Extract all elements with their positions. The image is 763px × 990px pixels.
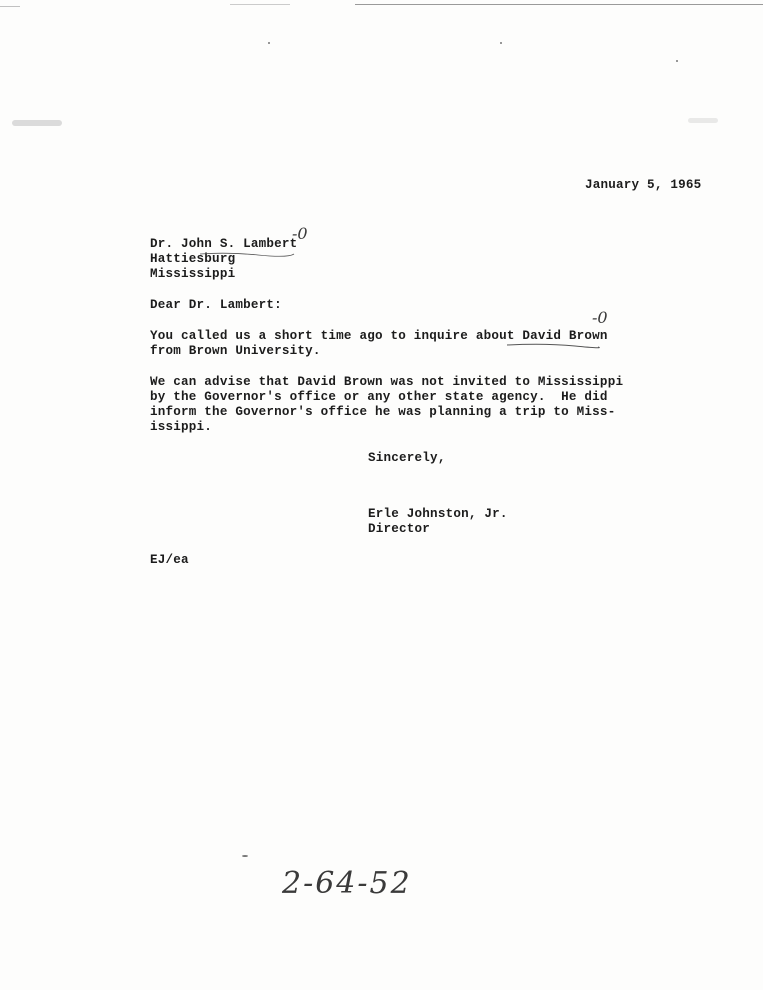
recipient-state: Mississippi xyxy=(150,267,236,281)
recipient-name: Dr. John S. Lambert xyxy=(150,237,298,251)
scan-speck xyxy=(500,42,502,44)
recipient-city: Hattiesburg xyxy=(150,252,236,266)
margin-mark: -0 xyxy=(592,308,608,327)
signer-name: Erle Johnston, Jr. xyxy=(368,507,508,521)
paragraph-line: from Brown University. xyxy=(150,344,321,358)
letter-date: January 5, 1965 xyxy=(585,178,702,192)
reference-initials: EJ/ea xyxy=(150,553,189,567)
paragraph-line: inform the Governor's office he was planning a trip to Miss- xyxy=(150,405,616,419)
recipient-underline-mark xyxy=(198,250,298,258)
scan-speck xyxy=(242,855,248,857)
scan-edge-line xyxy=(230,4,290,5)
signer-title: Director xyxy=(368,522,431,536)
closing: Sincerely, xyxy=(368,451,446,465)
scan-speck xyxy=(12,120,62,126)
salutation: Dear Dr. Lambert: xyxy=(150,298,282,312)
scan-edge-line xyxy=(0,6,20,7)
scan-edge-line xyxy=(355,4,763,5)
scan-speck xyxy=(268,42,270,44)
paragraph-line: issippi. xyxy=(150,420,213,434)
paragraph-line: You called us a short time ago to inquire about David Brown xyxy=(150,329,608,343)
name-underline-mark xyxy=(505,342,600,350)
paragraph-line: by the Governor's office or any other state agency. He did xyxy=(150,390,608,404)
paragraph-line: We can advise that David Brown was not invited to Mississippi xyxy=(150,375,624,389)
scan-speck xyxy=(688,118,718,123)
scan-speck xyxy=(676,60,678,62)
file-number: 2-64-52 xyxy=(282,866,412,901)
margin-mark: -0 xyxy=(292,224,308,243)
